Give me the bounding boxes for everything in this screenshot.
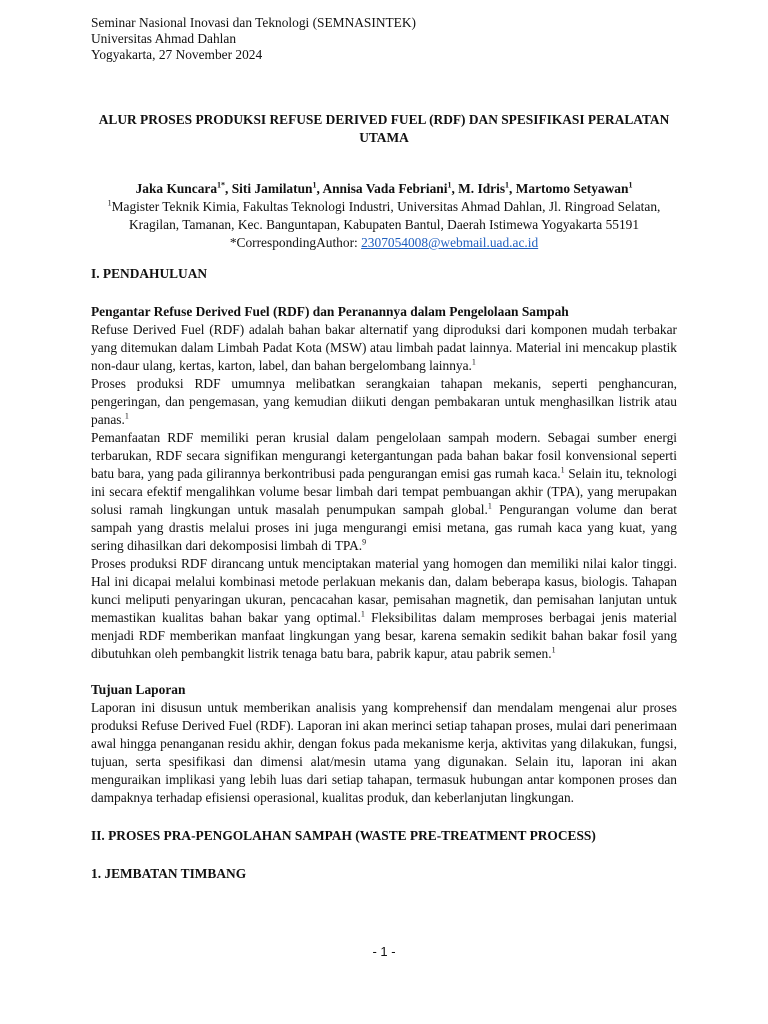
citation-mark: 1: [487, 501, 492, 511]
author-affil-mark: 1: [628, 180, 633, 190]
paragraph: Proses produksi RDF umumnya melibatkan serangkaian tahapan mekanis, seperti penghancuran, pengeringan, dan pengemasan, yang kemudian diikuti dengan pembakaran untuk menghasilkan listrik atau panas.$^1$: [91, 376, 677, 427]
subsection-heading-jembatan-timbang: 1. JEMBATAN TIMBANG: [91, 866, 247, 881]
author-names: Jaka Kuncara$^{1*}$, Siti Jamilatun$^1$, Annisa Vada Febriani$^1$, M. Idris$^1$, Martomo Setyawan$^1$: [135, 180, 633, 196]
header-location-date: Yogyakarta, 27 November 2024: [91, 47, 263, 62]
author-affil-mark: 1: [312, 180, 317, 190]
running-header: [91, 15, 416, 63]
subsection-heading-pengantar: Pengantar Refuse Derived Fuel (RDF) dan Peranannya dalam Pengelolaan Sampah: [91, 304, 569, 319]
paper-title: ALUR PROSES PRODUKSI REFUSE DERIVED FUEL (RDF) DAN SPESIFIKASI PERALATAN UTAMA: [98, 112, 670, 145]
author-affil-mark: 1: [505, 180, 510, 190]
author-name: M. Idris: [458, 181, 506, 196]
page-number: - 1 -: [372, 944, 396, 959]
corresponding-email-link[interactable]: 2307054008@webmail.uad.ac.id: [361, 235, 539, 250]
section-heading-pra-pengolahan: II. PROSES PRA-PENGOLAHAN SAMPAH (WASTE PRE-TREATMENT PROCESS): [91, 828, 596, 843]
header-university: Universitas Ahmad Dahlan: [91, 31, 237, 46]
citation-mark: 1: [560, 465, 565, 475]
citation-mark: 1: [360, 609, 365, 619]
affiliation-text: Magister Teknik Kimia, Fakultas Teknologi Industri, Universitas Ahmad Dahlan, Jl. Ringroad Selatan, Kragilan, Tamanan, Kec. Banguntapan, Kabupaten Bantul, Daerah Istimewa Yogyakarta 55191: [111, 199, 661, 232]
affiliation: [91, 198, 677, 234]
corresponding-author: [91, 234, 677, 252]
corresponding-label: *CorrespondingAuthor:: [229, 235, 362, 250]
citation-mark: 9: [362, 537, 367, 547]
author-name: Siti Jamilatun: [231, 181, 313, 196]
paragraph: Refuse Derived Fuel (RDF) adalah bahan bakar alternatif yang diproduksi dari komponen mudah terbakar yang ditemukan dalam Limbah Padat Kota (MSW) atau limbah padat lainnya. Material ini mencakup plastik non-daur ulang, kertas, karton, label, dan bahan bergelombang lainnya.$^1$: [91, 322, 677, 373]
author-block: [91, 180, 677, 252]
affiliation-mark: 1: [107, 198, 112, 208]
subsection-heading-tujuan: Tujuan Laporan: [91, 682, 186, 697]
paragraph: Pemanfaatan RDF memiliki peran krusial dalam pengelolaan sampah modern. Sebagai sumber energi terbarukan, RDF secara signifikan mengurangi ketergantungan pada bahan bakar fosil konvensional seperti batu bara, yang pada gilirannya berkontribusi pada pengurangan emisi gas rumah kaca.$^1$ Selain itu, teknologi ini secara efektif mengalihkan volume besar limbah dari tempat pembuangan akhir (TPA), yang merupakan solusi ramah lingkungan untuk masalah penumpukan sampah global.$^1$ Pengurangan volume dan berat sampah yang drastis melalui proses ini juga mengurangi emisi metana, gas rumah kaca yang kuat, yang sering dihasilkan dari dekomposisi limbah di TPA.$^9$: [91, 430, 678, 553]
citation-mark: 1: [471, 357, 476, 367]
author-affil-mark: 1: [447, 180, 452, 190]
author-name: Martomo Setyawan: [515, 181, 629, 196]
paragraph: Laporan ini disusun untuk memberikan analisis yang komprehensif dan mendalam mengenai alur proses produksi Refuse Derived Fuel (RDF). Laporan ini akan merinci setiap tahapan proses, mulai dari penerimaan awal hingga penanganan residu akhir, dengan fokus pada mekanisme kerja, aktivitas yang dilakukan, fungsi, tujuan, serta spesifikasi dan dimensi alat/mesin utama yang digunakan. Selain itu, laporan ini akan menguraikan implikasi yang lebih luas dari setiap tahapan, termasuk hubungan antar komponen proses dan dampaknya terhadap efisiensi operasional, kualitas produk, dan keberlanjutan lingkungan.: [91, 700, 677, 805]
citation-mark: 1: [551, 645, 556, 655]
header-seminar-name: Seminar Nasional Inovasi dan Teknologi (SEMNASINTEK): [91, 15, 416, 30]
main-body: [91, 265, 677, 883]
author-affil-mark: 1*: [217, 180, 226, 190]
section-heading-pendahuluan: I. PENDAHULUAN: [91, 266, 208, 281]
author-name: Annisa Vada Febriani: [322, 181, 448, 196]
author-name: Jaka Kuncara: [135, 181, 218, 196]
paragraph: Proses produksi RDF dirancang untuk menciptakan material yang homogen dan memiliki nilai kalor tinggi. Hal ini dicapai melalui kombinasi metode perlakuan mekanis dan, dalam beberapa kasus, biologis. Tahapan kunci meliputi penyaringan ukuran, pencacahan kasar, pemisahan magnetik, dan pemisahan lanjutan untuk memastikan kualitas bahan bakar yang optimal.$^1$ Fleksibilitas dalam memproses berbagai jenis material menjadi RDF memberikan manfaat lingkungan yang besar, karena semakin sedikit bahan bakar fosil yang dibutuhkan oleh pembangkit listrik tenaga batu bara, pabrik kapur, atau pabrik semen.$^1$: [91, 556, 677, 661]
citation-mark: 1: [124, 411, 129, 421]
